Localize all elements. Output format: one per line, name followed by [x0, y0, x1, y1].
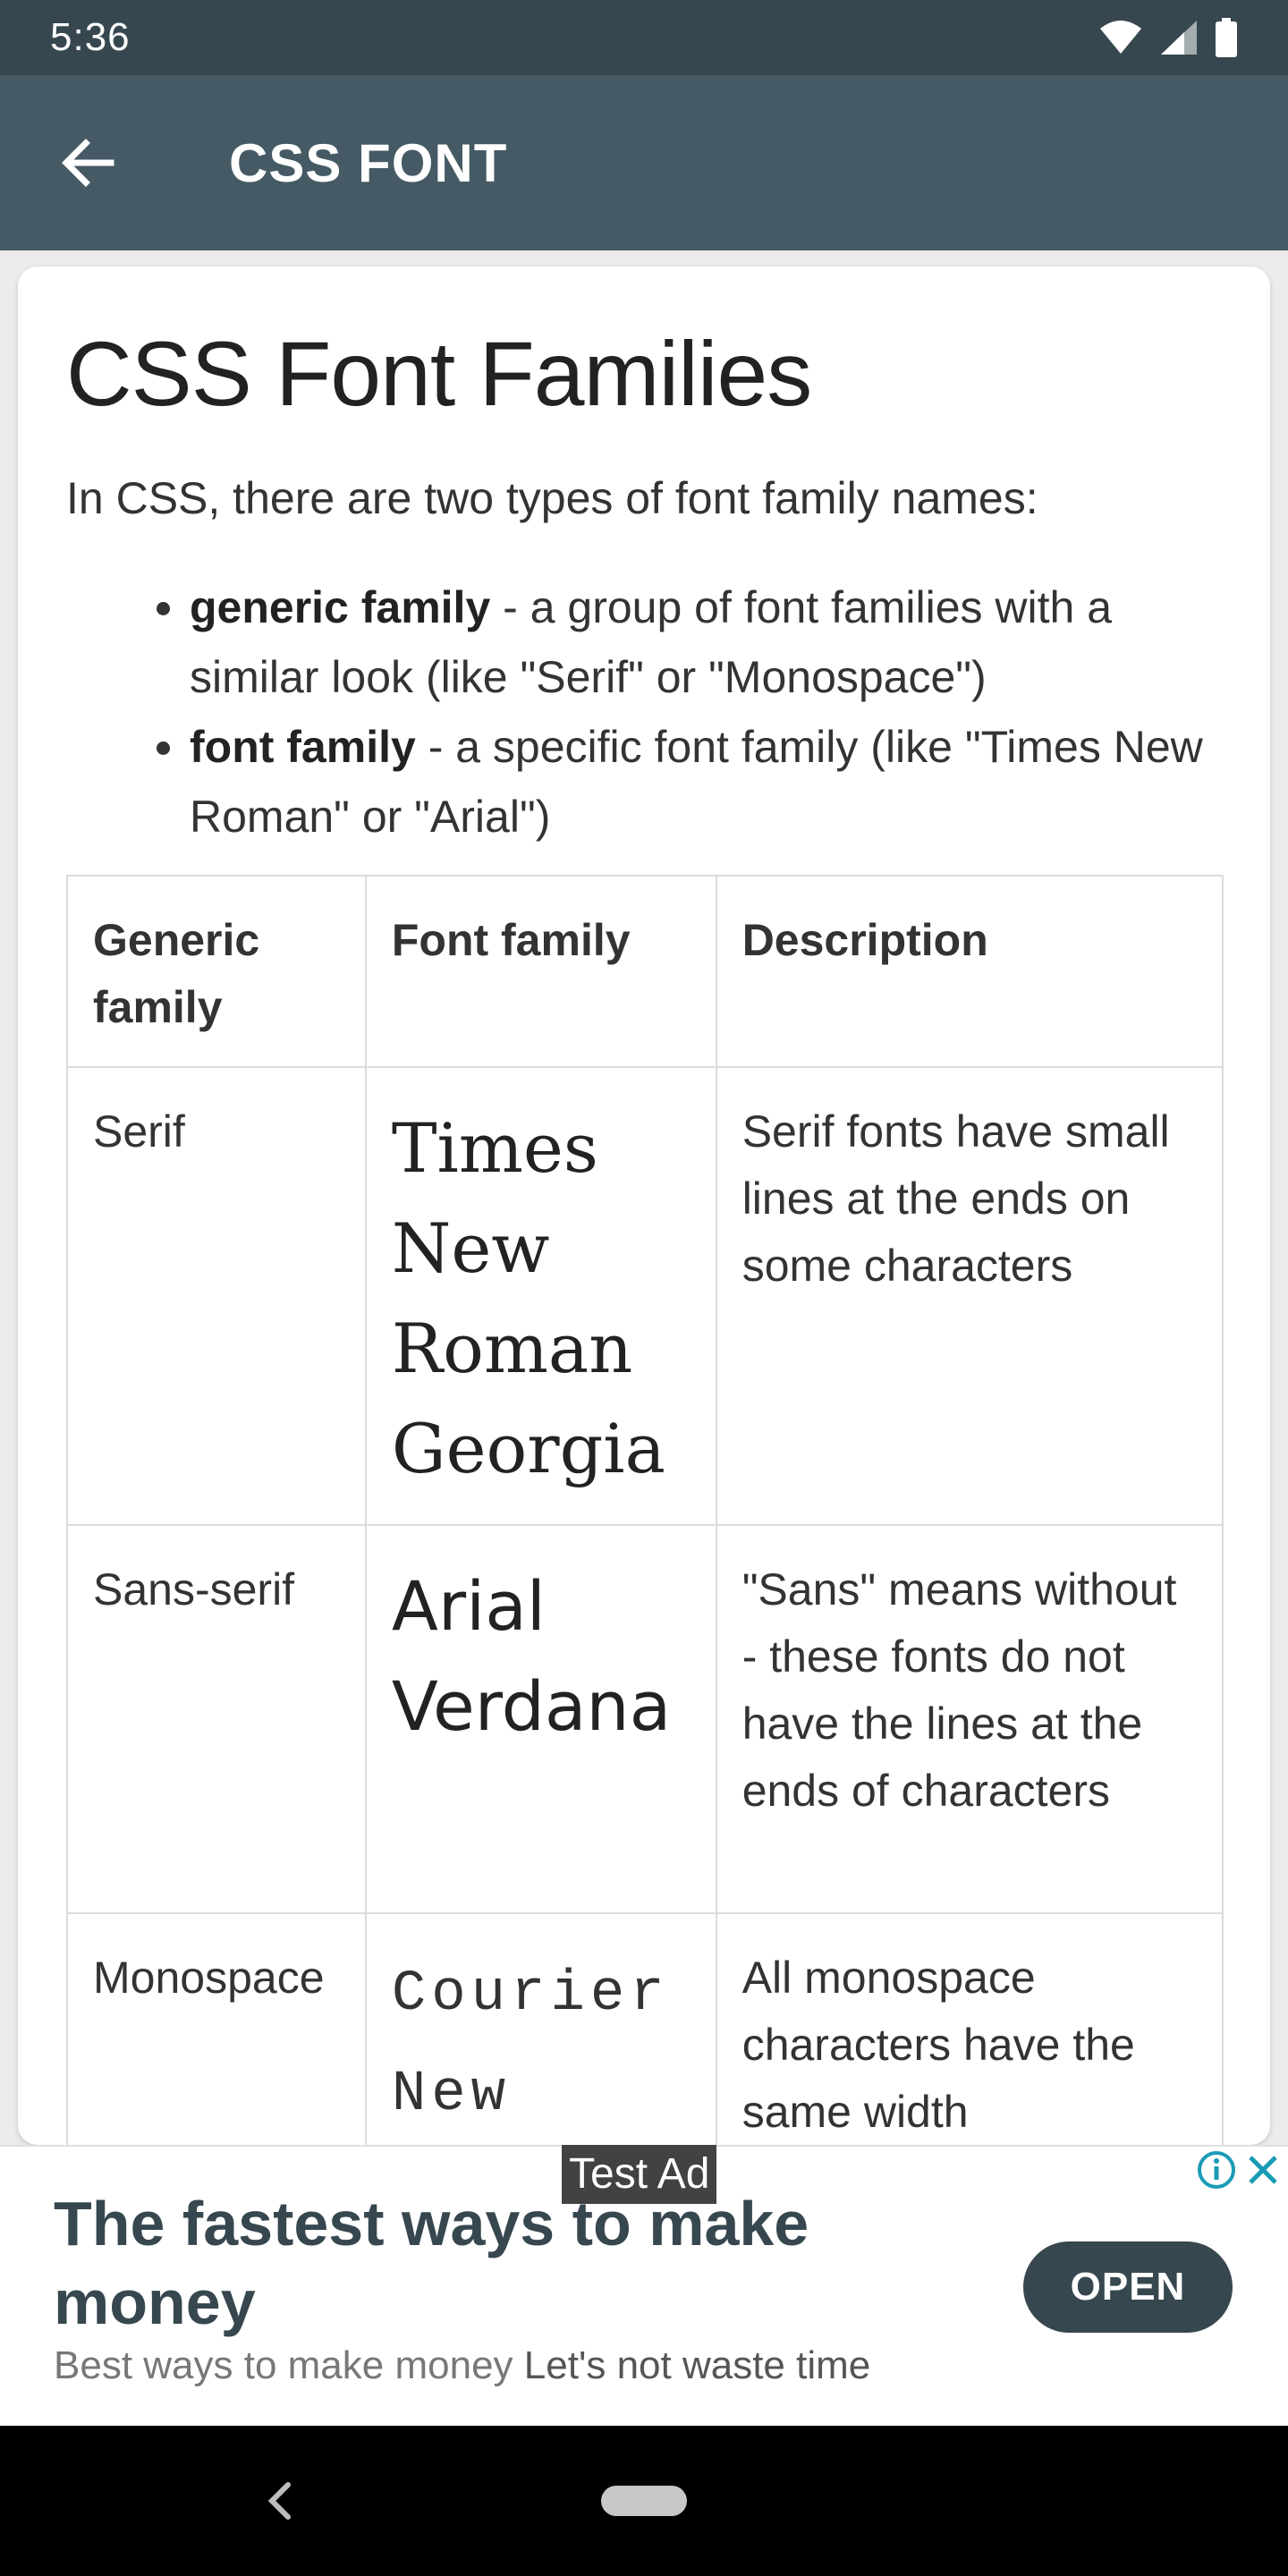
font-family-table [66, 875, 1224, 2145]
font-sample-arial: Arial [391, 1566, 546, 1646]
content-card [18, 267, 1270, 2145]
header-description: Description [716, 876, 1223, 1067]
description-cell: Serif fonts have small lines at the ends on some characters [716, 1067, 1223, 1525]
font-sample-cell [366, 1067, 716, 1525]
bullet-term: generic family [190, 582, 491, 632]
font-sample-cell [366, 1913, 716, 2145]
font-sample-verdana: Verdana [391, 1666, 672, 1746]
table-header-row [67, 876, 1223, 1067]
system-nav-bar [0, 2426, 1288, 2576]
bullet-text: - a group of font families with a similar look (like "Serif" or "Monospace") [190, 582, 1113, 702]
battery-icon [1215, 18, 1238, 57]
bullet-term: font family [190, 722, 416, 772]
header-generic-family: Generic family [67, 876, 366, 1067]
list-item [190, 712, 1209, 852]
font-sample-courier: Courier New [391, 1962, 670, 2127]
ad-headline[interactable]: The fastest ways to make money [54, 2189, 809, 2337]
font-sample-georgia: Georgia [391, 1409, 665, 1488]
arrow-back-icon [61, 138, 114, 188]
back-button[interactable] [43, 118, 132, 208]
nav-back-icon[interactable] [258, 2476, 301, 2526]
app-bar [0, 75, 1288, 250]
ad-subtext-suffix: Let's not waste time [513, 2343, 871, 2387]
status-time: 5:36 [50, 15, 131, 59]
ad-close-icon[interactable] [1241, 2148, 1284, 2191]
ad-banner[interactable] [0, 2145, 1288, 2426]
font-sample-times: Times New Roman [391, 1108, 633, 1388]
list-item [190, 572, 1209, 712]
table-row [67, 1067, 1223, 1525]
bullet-text: - a specific font family (like "Times New Roman" or "Arial") [190, 722, 1203, 842]
font-sample-cell [366, 1525, 716, 1913]
app-title: CSS FONT [229, 132, 508, 193]
status-bar [0, 0, 1288, 75]
ad-open-button[interactable]: OPEN [1023, 2241, 1233, 2333]
test-ad-label: Test Ad [562, 2145, 716, 2204]
table-row [67, 1525, 1223, 1913]
generic-cell: Serif [67, 1067, 366, 1525]
wifi-icon [1098, 20, 1143, 55]
generic-cell: Monospace [67, 1913, 366, 2145]
home-pill-icon[interactable] [601, 2486, 687, 2516]
header-font-family: Font family [366, 876, 716, 1067]
font-type-list [100, 572, 1209, 852]
page-heading: CSS Font Families [66, 323, 812, 425]
ad-subtext [54, 2343, 870, 2388]
ad-info-icon[interactable] [1195, 2148, 1238, 2191]
description-cell: "Sans" means without - these fonts do not have the lines at the ends of characters [716, 1525, 1223, 1913]
table-row [67, 1913, 1223, 2145]
cellular-signal-icon [1159, 19, 1199, 56]
status-icons [1098, 18, 1238, 57]
intro-text: In CSS, there are two types of font family names: [66, 473, 1038, 523]
ad-subtext-prefix: Best ways to make money [54, 2343, 513, 2387]
description-cell: All monospace characters have the same width [716, 1913, 1223, 2145]
generic-cell: Sans-serif [67, 1525, 366, 1913]
